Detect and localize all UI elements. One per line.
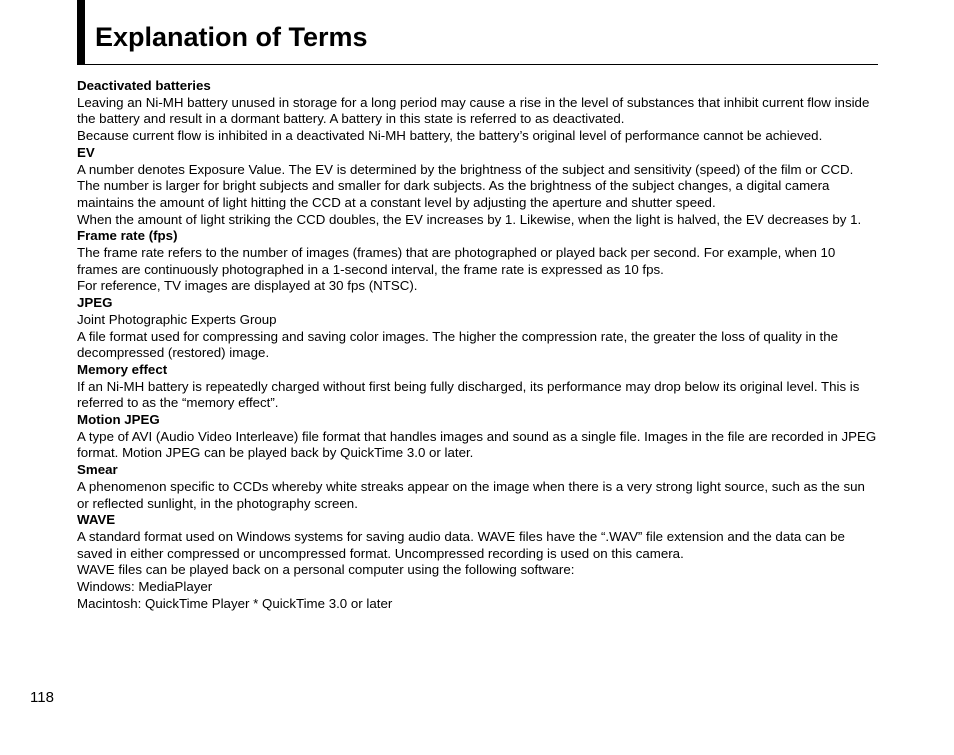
term-deactivated-batteries bbox=[77, 78, 879, 145]
term-description: A file format used for compressing and saving color images. The higher the compression rate, the greater the loss of quality in the decompressed (restored) image. bbox=[77, 328, 839, 361]
page-number: 118 bbox=[30, 689, 54, 706]
page-title: Explanation of Terms bbox=[95, 22, 368, 52]
term-memory-effect bbox=[77, 362, 879, 412]
term-name: WAVE bbox=[77, 512, 116, 528]
term-ev bbox=[77, 145, 879, 229]
term-wave bbox=[77, 512, 879, 612]
term-jpeg bbox=[77, 295, 879, 362]
term-description: Because current flow is inhibited in a deactivated Ni-MH battery, the battery’s original level of performance cannot be achieved. bbox=[77, 128, 823, 144]
term-description: The frame rate refers to the number of images (frames) that are photographed or played back per second. For example, when 10 frames are continuously photographed in a 1-second interval, the frame rate is expressed as 10 fps. bbox=[77, 245, 836, 277]
term-description: If an Ni-MH battery is repeatedly charged without first being fully discharged, its performance may drop below its original level. This is referred to as the “memory effect”. bbox=[77, 378, 860, 411]
term-name: Smear bbox=[77, 462, 118, 478]
term-description: Windows: MediaPlayer bbox=[77, 579, 213, 595]
term-description: For reference, TV images are displayed at 30 fps (NTSC). bbox=[77, 278, 418, 294]
term-description: Joint Photographic Experts Group bbox=[77, 311, 277, 327]
term-name: Frame rate (fps) bbox=[77, 228, 178, 244]
term-description: A phenomenon specific to CCDs whereby white streaks appear on the image when there is a very strong light source, such as the sun or reflected sunlight, in the photography screen. bbox=[77, 478, 865, 511]
term-description: A type of AVI (Audio Video Interleave) file format that handles images and sound as a single file. Images in the file are recorded in JPEG format. Motion JPEG can be played back by QuickTime 3.0 or later. bbox=[77, 428, 877, 461]
terms-list bbox=[77, 78, 879, 613]
term-description: A number denotes Exposure Value. The EV is determined by the brightness of the subject and sensitivity (speed) of the film or CCD. The number is larger for bright subjects and smaller for dark subjects. As the brightness of the subject changes, a digital camera maintains the amount of light hitting the CCD at a constant level by adjusting the aperture and shutter speed. bbox=[77, 161, 854, 210]
term-description: WAVE files can be played back on a personal computer using the following software: bbox=[77, 562, 575, 578]
term-frame-rate bbox=[77, 228, 879, 295]
term-name: EV bbox=[77, 144, 95, 160]
term-description: Macintosh: QuickTime Player * QuickTime 3.0 or later bbox=[77, 595, 393, 611]
term-description: When the amount of light striking the CCD doubles, the EV increases by 1. Likewise, when the light is halved, the EV decreases by 1. bbox=[77, 211, 862, 227]
term-name: Memory effect bbox=[77, 361, 168, 377]
term-description: Leaving an Ni-MH battery unused in storage for a long period may cause a rise in the level of substances that inhibit current flow inside the battery and result in a dormant battery. A battery in this state is referred to as deactivated. bbox=[77, 94, 870, 127]
title-underline bbox=[77, 64, 878, 65]
title-accent-bar bbox=[77, 0, 85, 65]
term-motion-jpeg bbox=[77, 412, 879, 462]
term-name: Motion JPEG bbox=[77, 412, 160, 428]
term-smear bbox=[77, 462, 879, 512]
term-name: Deactivated batteries bbox=[77, 78, 211, 93]
term-description: A standard format used on Windows systems for saving audio data. WAVE files have the “.WAV” file extension and the data can be saved in either compressed or uncompressed format. Uncompressed recording is used on this camera. bbox=[77, 528, 845, 561]
term-name: JPEG bbox=[77, 295, 113, 311]
